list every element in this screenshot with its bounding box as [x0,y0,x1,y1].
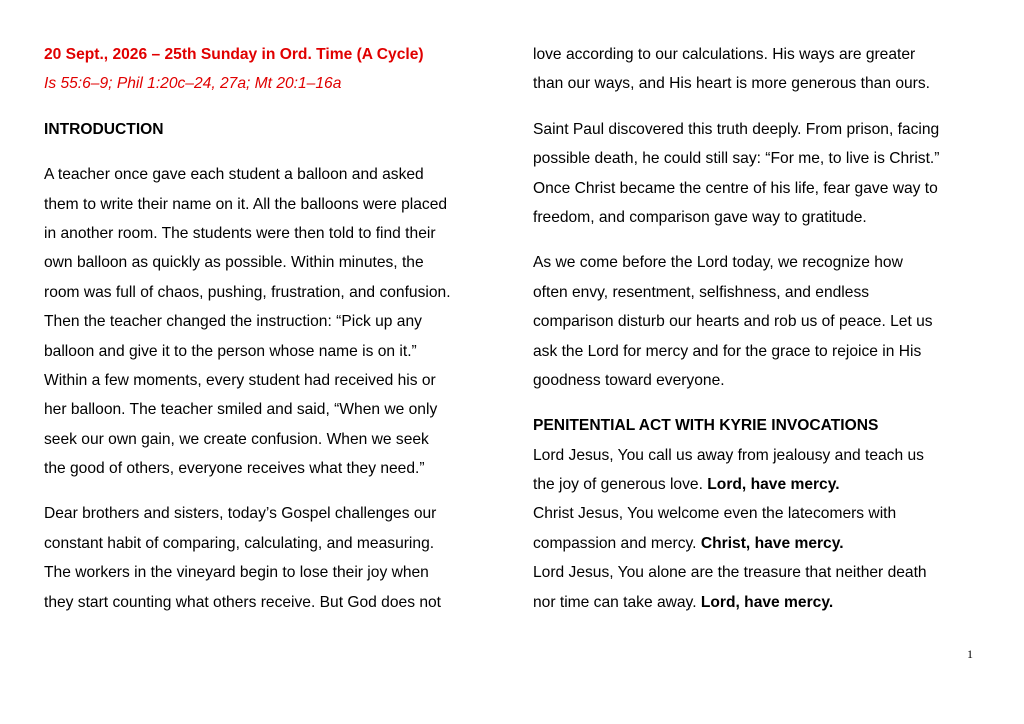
invocation-text: nor time can take away. [533,593,697,611]
gospel-paragraph-continued [533,40,985,99]
text-line: them to write their name on it. All the balloons were placed [44,195,448,213]
text-line: the good of others, everyone receives what they need.” [44,460,425,478]
text-line: The workers in the vineyard begin to lose their joy when [44,564,429,582]
text-line: A teacher once gave each student a balloon and asked [44,166,424,184]
right-column [533,40,985,617]
text-line: in another room. The students were then told to find their [44,224,436,242]
invocation-line: Christ Jesus, You welcome even the latecomers with [533,505,897,523]
text-line: constant habit of comparing, calculating, and measuring. [44,534,435,552]
penitential-heading: PENITENTIAL ACT WITH KYRIE INVOCATIONS [533,417,879,435]
mercy-paragraph [533,248,985,395]
invocation-text: the joy of generous love. [533,476,703,494]
text-line: freedom, and comparison gave way to gratitude. [533,208,867,226]
date-title: 20 Sept., 2026 – 25th Sunday in Ord. Time (A Cycle) [44,46,424,63]
text-line: room was full of chaos, pushing, frustration, and confusion. [44,283,451,301]
christe-response: Christ, have mercy. [700,534,844,552]
kyrie-response: Lord, have mercy. [700,593,834,611]
text-line: ask the Lord for mercy and for the grace to rejoice in His [533,342,922,360]
introduction-heading: INTRODUCTION [44,120,164,138]
page-number: 1 [967,647,973,661]
kyrie-invocation [533,441,985,500]
invocation-line: Lord Jesus, You call us away from jealousy and teach us [533,446,924,464]
paul-paragraph [533,115,985,233]
text-line: Dear brothers and sisters, today’s Gospel challenges our [44,505,437,523]
text-line: they start counting what others receive. But God does not [44,593,442,611]
text-line: comparison disturb our hearts and rob us of peace. Let us [533,313,933,331]
text-line: Then the teacher changed the instruction: “Pick up any [44,313,422,331]
text-line: possible death, he could still say: “For me, to live is Christ.” [533,150,940,168]
invocation-line [533,470,985,499]
text-line: As we come before the Lord today, we recognize how [533,254,903,272]
invocation-line [533,529,985,558]
text-line: Once Christ became the centre of his life, fear gave way to [533,179,938,197]
text-line: love according to our calculations. His ways are greater [533,46,916,63]
invocation-text: compassion and mercy. [533,534,697,552]
text-line: her balloon. The teacher smiled and said, “When we only [44,401,438,419]
text-line: own balloon as quickly as possible. Within minutes, the [44,254,424,272]
kyrie-invocation [533,499,985,558]
invocation-line: Lord Jesus, You alone are the treasure that neither death [533,564,927,582]
kyrie-response: Lord, have mercy. [707,476,840,494]
text-line: often envy, resentment, selfishness, and endless [533,283,870,301]
kyrie-invocation [533,558,985,617]
text-line: Saint Paul discovered this truth deeply. From prison, facing [533,120,940,138]
text-line: Within a few moments, every student had received his or [44,371,436,389]
invocation-line [533,588,985,617]
gospel-paragraph [44,499,494,617]
text-line: goodness toward everyone. [533,371,725,389]
story-paragraph [44,160,494,483]
text-line: seek our own gain, we create confusion. When we seek [44,430,429,448]
text-line: balloon and give it to the person whose name is on it.” [44,342,417,360]
left-column [44,40,494,617]
text-line: than our ways, and His heart is more generous than ours. [533,75,930,93]
readings-reference: Is 55:6–9; Phil 1:20c–24, 27a; Mt 20:1–16a [44,75,342,93]
